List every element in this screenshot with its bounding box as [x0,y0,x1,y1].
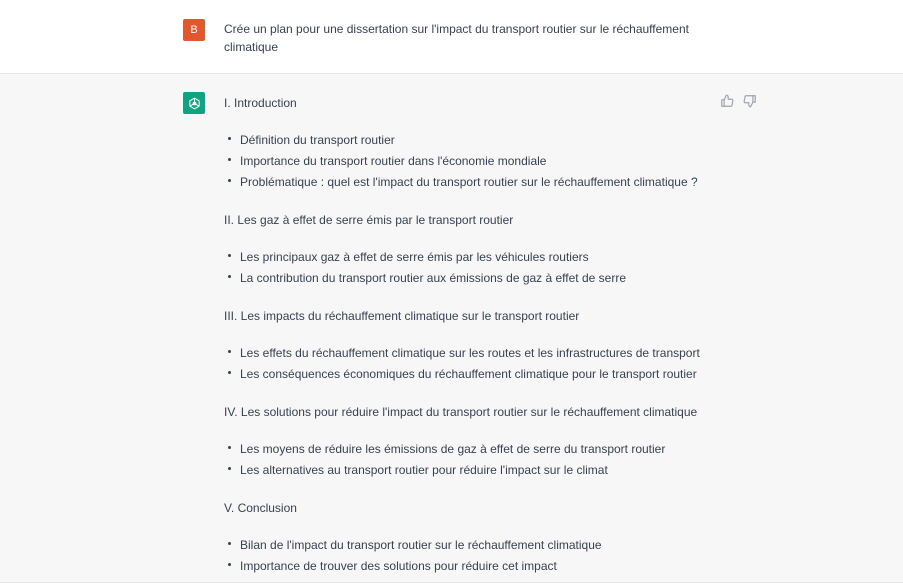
bullet-item: La contribution du transport routier aux émissions de gaz à effet de serre [224,268,744,289]
bullet-item: Les principaux gaz à effet de serre émis par les véhicules routiers [224,247,744,268]
bullet-item: Les conséquences économiques du réchauffement climatique pour le transport routier [224,364,744,385]
bullet-item: Les effets du réchauffement climatique sur les routes et les infrastructures de transport [224,343,744,364]
section-title: III. Les impacts du réchauffement climatique sur le transport routier [224,309,580,323]
section-title: IV. Les solutions pour réduire l'impact du transport routier sur le réchauffement climatique [224,405,698,419]
bullet-item: Bilan de l'impact du transport routier sur le réchauffement climatique [224,535,744,556]
thumbs-down-icon[interactable] [743,94,757,108]
bullet-item: Les alternatives au transport routier pour réduire l'impact sur le climat [224,460,744,481]
bullet-item: Importance du transport routier dans l'économie mondiale [224,151,744,172]
user-avatar: B [183,19,205,41]
user-message-row [0,0,903,74]
section-title: I. Introduction [224,96,297,110]
thumbs-up-icon[interactable] [720,94,734,108]
section-title: V. Conclusion [224,501,297,515]
section-title: II. Les gaz à effet de serre émis par le transport routier [224,213,514,227]
bullet-item: Les moyens de réduire les émissions de gaz à effet de serre du transport routier [224,439,744,460]
section-bullet-list [224,535,744,577]
bullet-item: Problématique : quel est l'impact du transport routier sur le réchauffement climatique ? [224,172,744,193]
section-bullet-list [224,439,744,481]
section-bullet-list [224,247,744,289]
section-bullet-list [224,130,744,193]
user-message-text: Crée un plan pour une dissertation sur l'impact du transport routier sur le réchauffement climatique [224,22,689,54]
bullet-item: Importance de trouver des solutions pour réduire cet impact [224,556,744,577]
assistant-message-row [0,74,903,583]
feedback-actions [720,94,757,108]
section-bullet-list [224,343,744,385]
bullet-item: Définition du transport routier [224,130,744,151]
openai-logo-icon [183,92,205,114]
assistant-message-content [224,94,744,577]
